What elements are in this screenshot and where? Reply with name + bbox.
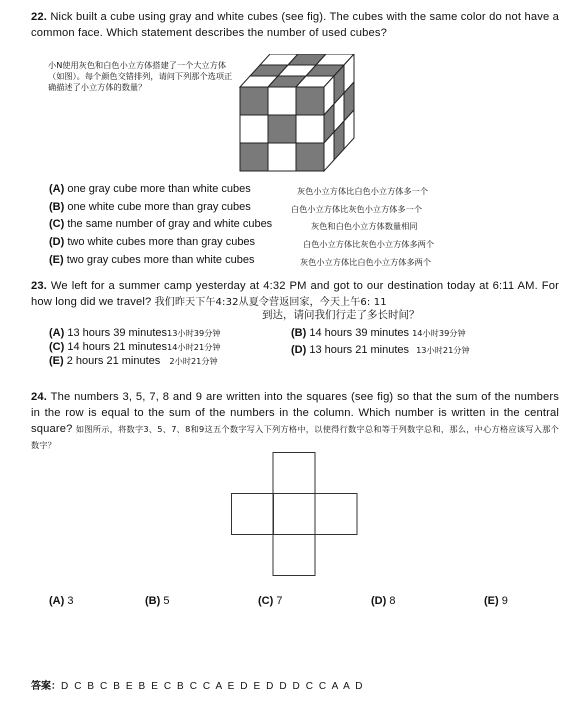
q22-number: 22.	[31, 11, 48, 23]
q23-text: We left for a summer camp yesterday at 4:32 PM and got to our destination today at 6:11 AM. For how long did we travel?	[31, 280, 559, 308]
q24-option-b[interactable]: (B) 5	[145, 595, 170, 607]
q24-chinese: 如图所示，将数字3、5、7、8和9这五个数字写入下列方格中，以使得行数字总和等于列数字总和，那么，中心方格应该写入那个数字？	[31, 424, 559, 450]
q24-number: 24.	[31, 391, 48, 403]
q22-option-c-cn: 灰色和白色小立方体数量相同	[311, 221, 418, 231]
q22-option-d[interactable]: (D) two white cubes more than gray cubes	[49, 236, 256, 248]
q24-option-e[interactable]: (E) 9	[484, 595, 508, 607]
q22-option-a-cn: 灰色小立方体比白色小立方体多一个	[297, 186, 429, 196]
answer-key-value: D C B C B E B E C B C C A E D E D D D C C A A D	[61, 681, 365, 692]
grid-square-center	[273, 494, 315, 535]
answer-key	[31, 677, 364, 692]
grid-square-right	[315, 494, 357, 535]
q22-option-e-cn: 灰色小立方体比白色小立方体多两个	[300, 257, 432, 267]
grid-square-top	[273, 453, 315, 494]
grid-square-bottom	[273, 535, 315, 576]
q22-option-c[interactable]: (C) the same number of gray and white cubes	[49, 218, 273, 230]
q23-option-c[interactable]: (C) 14 hours 21 minutes14小时21分钟	[49, 341, 221, 353]
grid-square-left	[232, 494, 274, 535]
q24-stem	[31, 389, 559, 453]
q22-option-d-cn: 白色小立方体比灰色小立方体多两个	[303, 239, 435, 249]
q23-chinese-line2: 到达，请问我们行走了多长时间？	[262, 309, 420, 321]
q22-option-e[interactable]: (E) two gray cubes more than white cubes	[49, 254, 255, 266]
q23-option-b[interactable]: (B) 14 hours 39 minutes 14小时39分钟	[291, 327, 466, 339]
q22-text: Nick built a cube using gray and white cubes (see fig). The cubes with the same color do not have a common face. Which statement describes the number of used cubes?	[31, 11, 559, 39]
q24-option-d[interactable]: (D) 8	[371, 595, 396, 607]
q22-stem	[31, 9, 559, 41]
q23-option-d[interactable]: (D) 13 hours 21 minutes 13小时21分钟	[291, 344, 470, 356]
cube-figure	[238, 54, 366, 174]
q22-option-b[interactable]: (B) one white cube more than gray cubes	[49, 201, 251, 213]
q22-option-a[interactable]: (A) one gray cube more than white cubes	[49, 183, 251, 195]
q22-option-b-cn: 白色小立方体比灰色小立方体多一个	[291, 204, 423, 214]
cross-grid-figure	[231, 452, 359, 578]
answer-key-label: 答案：	[31, 681, 61, 692]
q23-option-a[interactable]: (A) 13 hours 39 minutes13小时39分钟	[49, 327, 221, 339]
q23-number: 23.	[31, 280, 48, 292]
q24-option-a[interactable]: (A) 3	[49, 595, 74, 607]
q23-option-e[interactable]: (E) 2 hours 21 minutes 2小时21分钟	[49, 355, 218, 367]
q24-text: The numbers 3, 5, 7, 8 and 9 are written into the squares (see fig) so that the sum of the numbers in the row is equal to the sum of the numbers in the column. Which number is written in the central square?	[31, 391, 559, 435]
q23-chinese-inline: 我们昨天下午4:32从夏令营返回家，今天上午6: 11	[154, 297, 387, 308]
q22-chinese: 小N使用灰色和白色小立方体搭建了一个大立方体（如图）。每个颜色交错排列，请问下列那个选项正确描述了小立方体的数量？	[48, 60, 233, 92]
q24-option-c[interactable]: (C) 7	[258, 595, 283, 607]
